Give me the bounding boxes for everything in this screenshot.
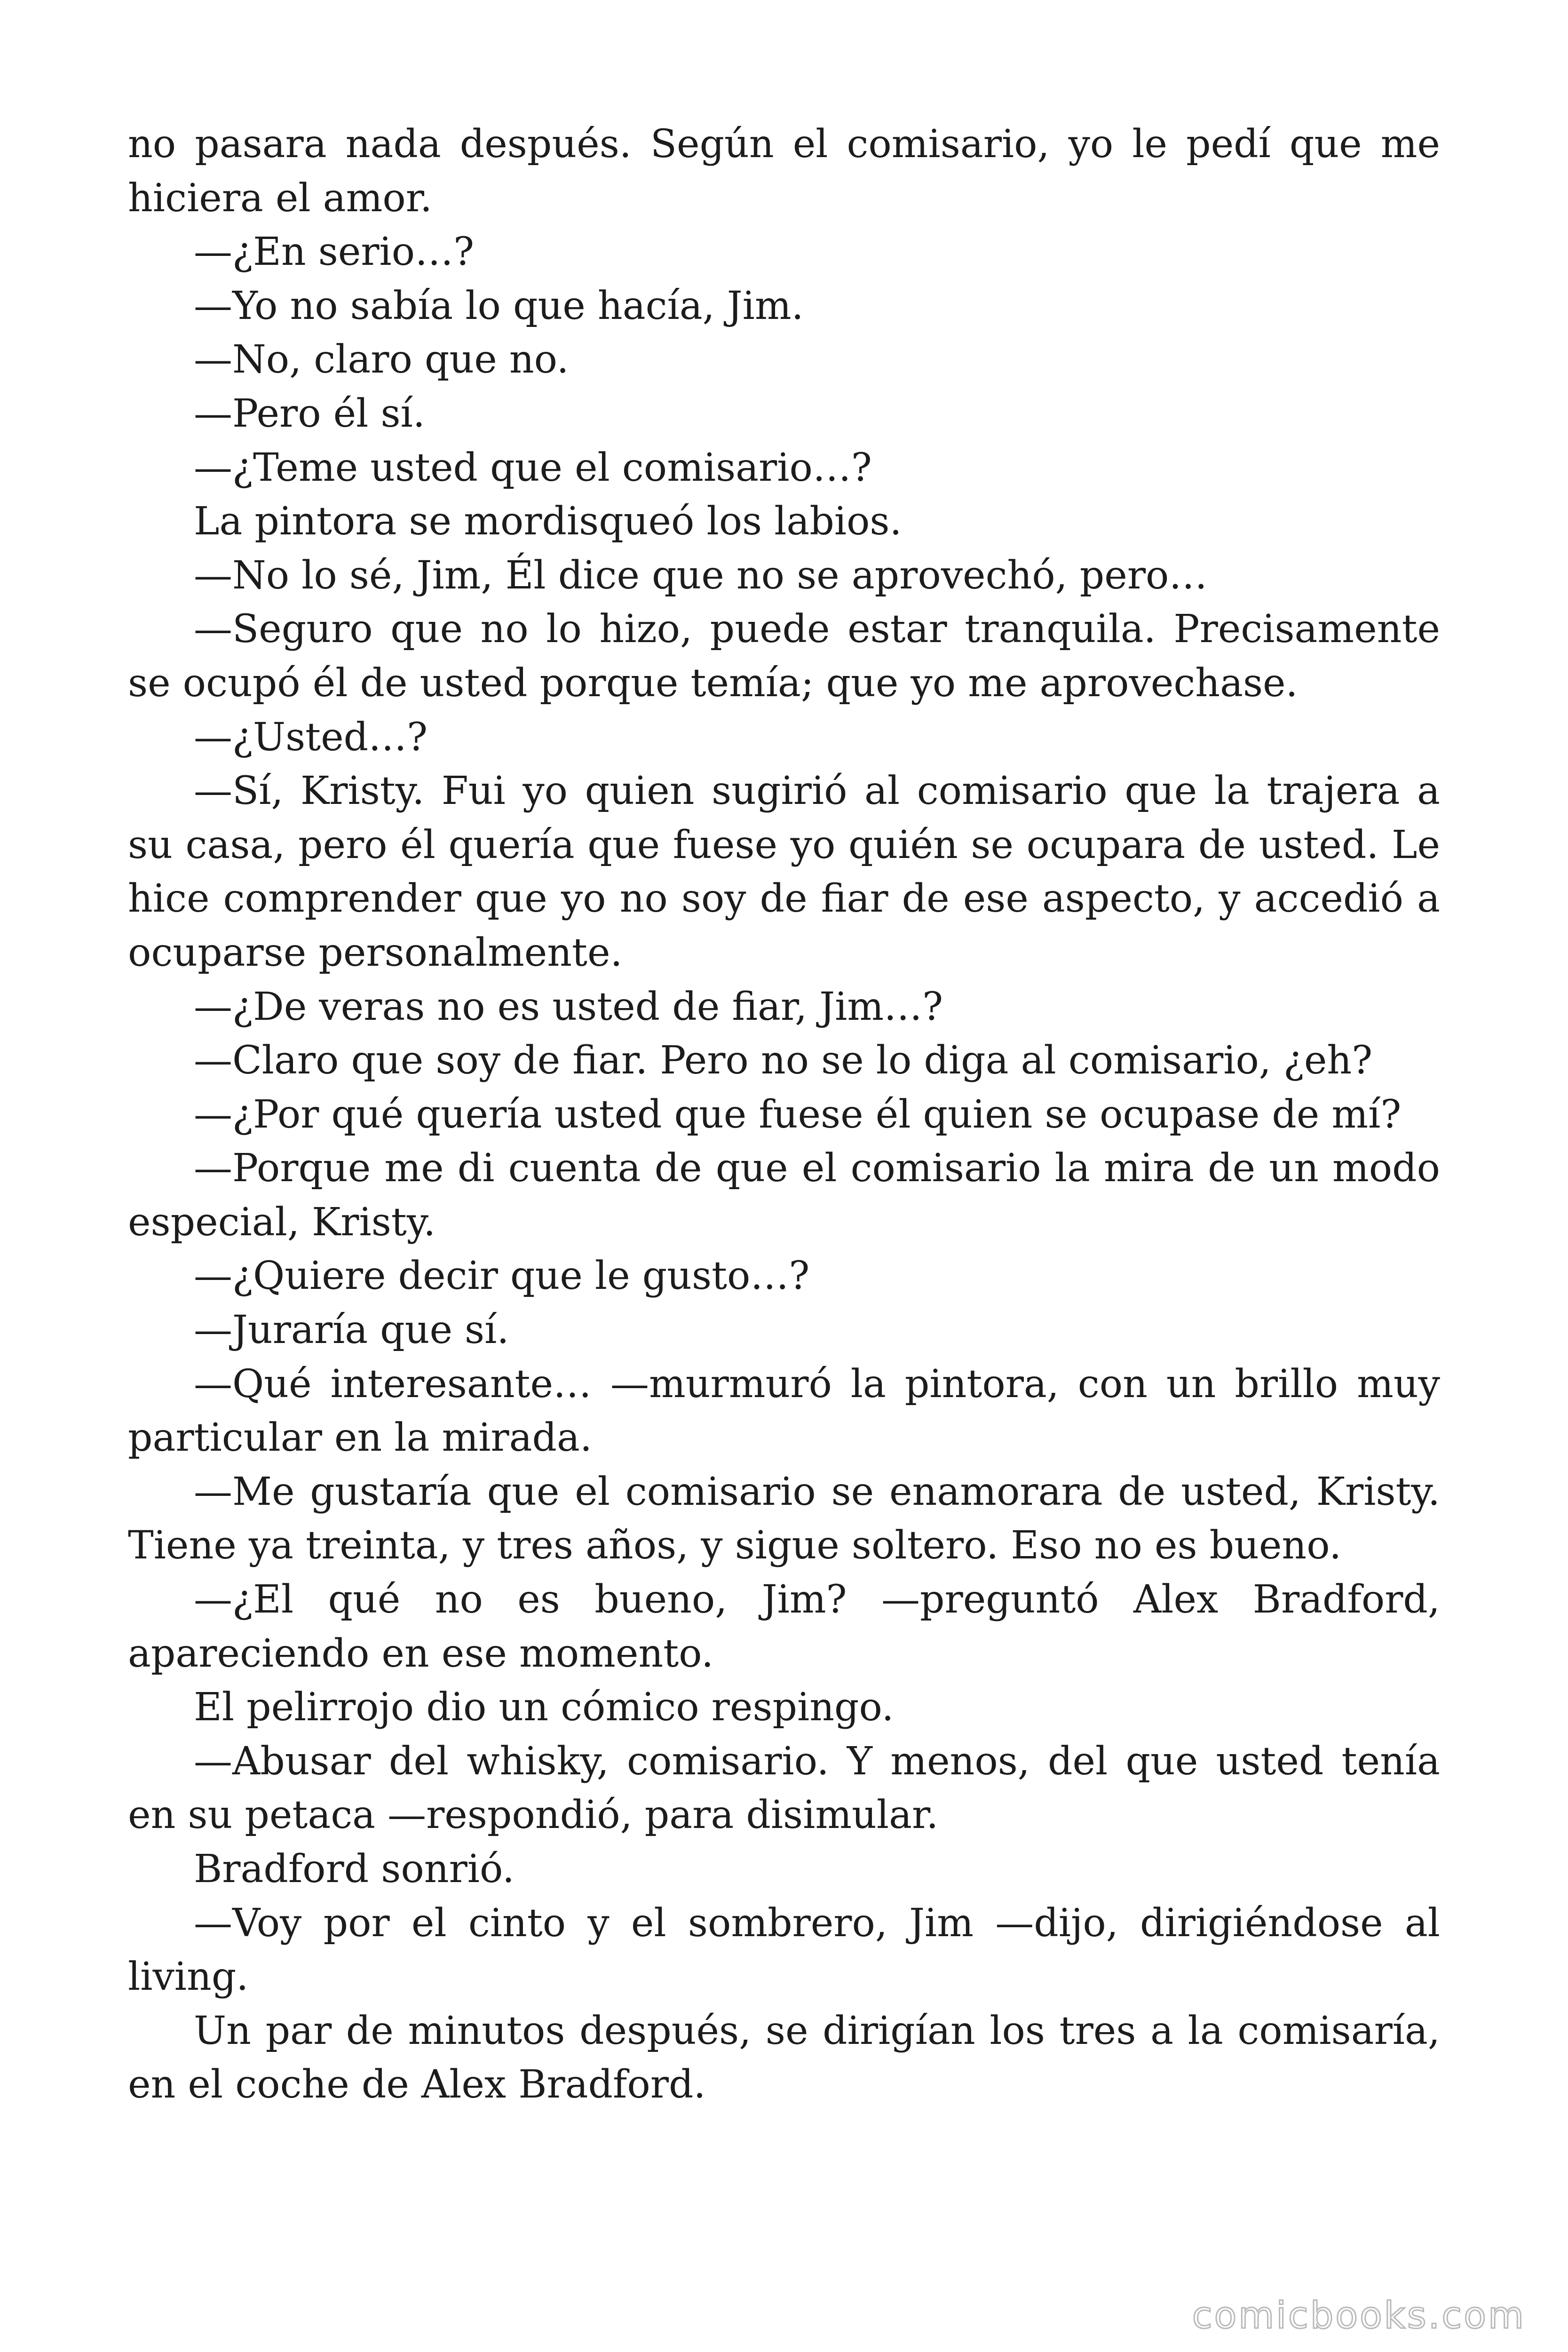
paragraph: —No, claro que no.: [194, 337, 569, 382]
paragraph: El pelirrojo dio un cómico respingo.: [194, 1685, 894, 1730]
paragraph: —Abusar del whisky, comisario. Y menos, del que usted tenía en su petaca —respondió, para disimular.: [128, 1739, 1440, 1838]
page-text: [128, 118, 1440, 2112]
paragraph: —Seguro que no lo hizo, puede estar tranquila. Precisamente se ocupó él de usted porque temía; que yo me aprovechase.: [128, 607, 1440, 706]
paragraph: Bradford sonrió.: [194, 1847, 515, 1891]
paragraph: —Claro que soy de fiar. Pero no se lo diga al comisario, ¿eh?: [194, 1038, 1373, 1083]
paragraph: La pintora se mordisqueó los labios.: [194, 499, 902, 544]
paragraph: —¿Usted…?: [194, 715, 428, 760]
watermark: comicbooks.com: [1192, 2295, 1526, 2337]
paragraph: —¿Teme usted que el comisario…?: [194, 445, 872, 490]
paragraph: —Me gustaría que el comisario se enamorara de usted, Kristy. Tiene ya treinta, y tres años, y sigue soltero. Eso no es bueno.: [128, 1469, 1440, 1568]
paragraph: —¿El qué no es bueno, Jim? —preguntó Alex Bradford, apareciendo en ese momento.: [128, 1577, 1440, 1676]
paragraph: —Pero él sí.: [194, 391, 425, 436]
paragraph: —¿Quiere decir que le gusto…?: [194, 1254, 810, 1299]
paragraph: —Qué interesante… —murmuró la pintora, con un brillo muy particular en la mirada.: [128, 1361, 1440, 1461]
paragraph: —Yo no sabía lo que hacía, Jim.: [194, 283, 804, 328]
paragraph: —Juraría que sí.: [194, 1308, 509, 1353]
paragraph: —No lo sé, Jim, Él dice que no se aprovechó, pero…: [194, 553, 1208, 598]
paragraph: —Porque me di cuenta de que el comisario la mira de un modo especial, Kristy.: [128, 1146, 1440, 1245]
paragraph: —¿De veras no es usted de fiar, Jim…?: [194, 984, 943, 1029]
paragraph: —¿Por qué quería usted que fuese él quien se ocupase de mí?: [194, 1092, 1402, 1137]
paragraph: —Sí, Kristy. Fui yo quien sugirió al comisario que la trajera a su casa, pero él quería que fuese yo quién se ocupara de usted. Le hice comprender que yo no soy de fiar de ese aspecto, y accedió a ocuparse personalmente.: [128, 769, 1440, 975]
paragraph: —¿En serio…?: [194, 230, 475, 275]
paragraph: —Voy por el cinto y el sombrero, Jim —dijo, dirigiéndose al living.: [128, 1900, 1440, 2000]
paragraph: Un par de minutos después, se dirigían los tres a la comisaría, en el coche de Alex Bradford.: [128, 2008, 1440, 2107]
paragraph: no pasara nada después. Según el comisario, yo le pedí que me hiciera el amor.: [128, 122, 1440, 221]
